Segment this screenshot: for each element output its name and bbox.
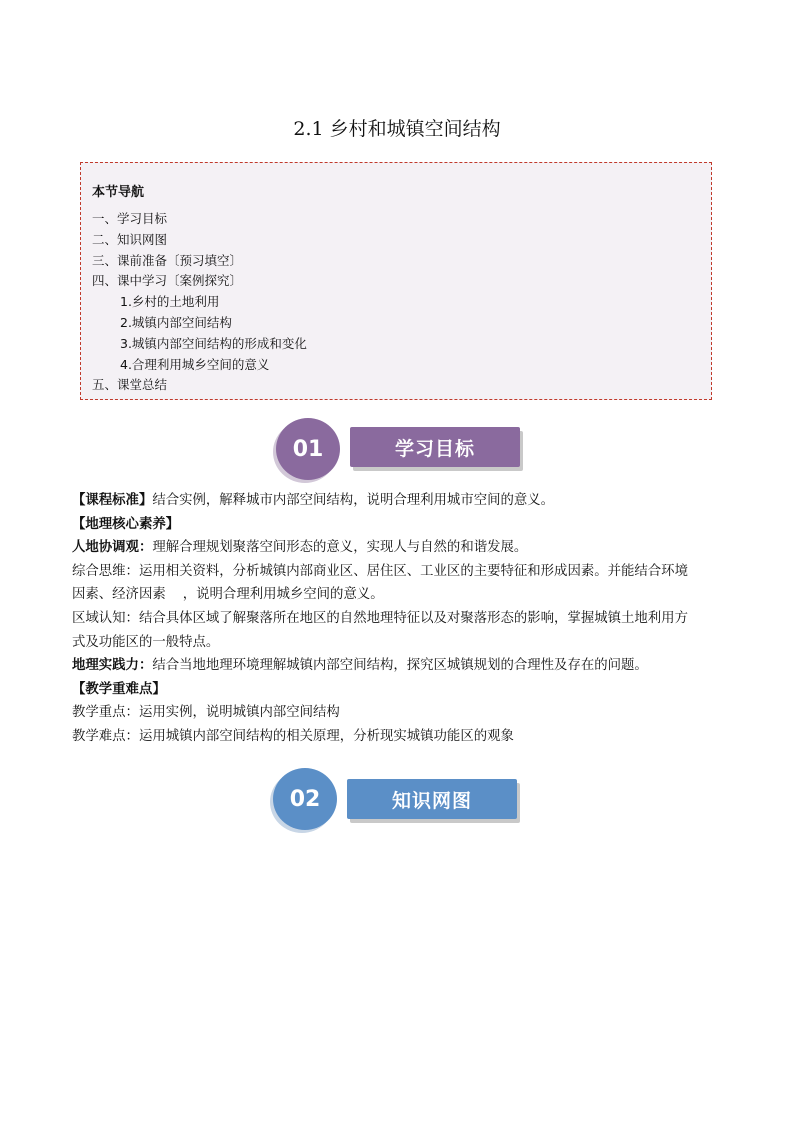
human-land-line xyxy=(72,536,724,560)
nav-subitem-rural-land: 1.乡村的土地利用 xyxy=(120,294,220,310)
key-difficult-label: 【教学重难点】 xyxy=(72,681,166,697)
key-point-line: 教学重点：运用实例，说明城镇内部空间结构 xyxy=(72,705,340,721)
curriculum-line xyxy=(72,489,724,513)
core-literacy-line xyxy=(72,513,724,537)
curriculum-label: 【课程标准】 xyxy=(72,493,153,508)
synthesis-line-2: 因素、经济因素 ，说明合理利用城乡空间的意义。 xyxy=(72,587,384,603)
difficult-point-line: 教学难点：运用城镇内部空间结构的相关原理，分析现实城镇功能区的观象 xyxy=(72,728,514,744)
region-line-2: 式及功能区的一般特点。 xyxy=(72,634,220,650)
practice-text: 结合当地地理环境理解城镇内部空间结构，探究区城镇规划的合理性及存在的问题。 xyxy=(152,658,648,674)
nav-list xyxy=(92,209,307,396)
nav-item-summary: 五、课堂总结 xyxy=(92,377,168,393)
practice-line xyxy=(72,654,724,678)
objectives-content xyxy=(72,489,724,749)
curriculum-text: 结合实例，解释城市内部空间结构，说明合理利用城市空间的意义。 xyxy=(152,493,555,508)
nav-item-knowledge-map: 二、知识网图 xyxy=(92,231,168,247)
key-difficult-line xyxy=(72,678,724,702)
section-label-objectives: 学习目标 xyxy=(350,427,520,467)
section-number-02: 02 xyxy=(273,768,337,830)
page-title: 2.1 乡村和城镇空间结构 xyxy=(293,118,501,140)
region-line xyxy=(72,607,724,631)
section-navigation-box xyxy=(80,162,712,400)
human-land-label: 人地协调观： xyxy=(72,540,153,556)
nav-item-objectives: 一、学习目标 xyxy=(92,211,168,226)
nav-subitem-urban-structure: 2.城镇内部空间结构 xyxy=(120,314,232,330)
section-badge-objectives xyxy=(276,418,526,482)
synthesis-label: 综合思维： xyxy=(72,563,139,579)
region-text-1: 结合具体区域了解聚落所在地区的自然地理特征以及对聚落形态的影响，掌握城镇土地利用方 xyxy=(138,610,688,626)
section-badge-knowledge-map xyxy=(273,768,523,832)
core-literacy-label: 【地理核心素养】 xyxy=(72,516,180,532)
region-label: 区域认知： xyxy=(72,610,139,626)
synthesis-text-1: 运用相关资料，分析城镇内部商业区、居住区、工业区的主要特征和形成因素。并能结合环境 xyxy=(138,563,688,579)
human-land-text: 理解合理规划聚落空间形态的意义，实现人与自然的和谐发展。 xyxy=(152,540,528,556)
section-number-01: 01 xyxy=(276,418,340,480)
synthesis-line xyxy=(72,560,724,584)
nav-item-in-class: 四、课中学习〔案例探究〕 xyxy=(92,273,243,289)
nav-subitem-structure-change: 3.城镇内部空间结构的形成和变化 xyxy=(120,335,307,351)
practice-label: 地理实践力： xyxy=(72,658,153,674)
nav-subitem-space-significance: 4.合理利用城乡空间的意义 xyxy=(120,356,270,372)
nav-heading: 本节导航 xyxy=(92,185,145,200)
nav-item-preparation: 三、课前准备〔预习填空〕 xyxy=(92,252,243,268)
section-label-knowledge-map: 知识网图 xyxy=(347,779,517,819)
